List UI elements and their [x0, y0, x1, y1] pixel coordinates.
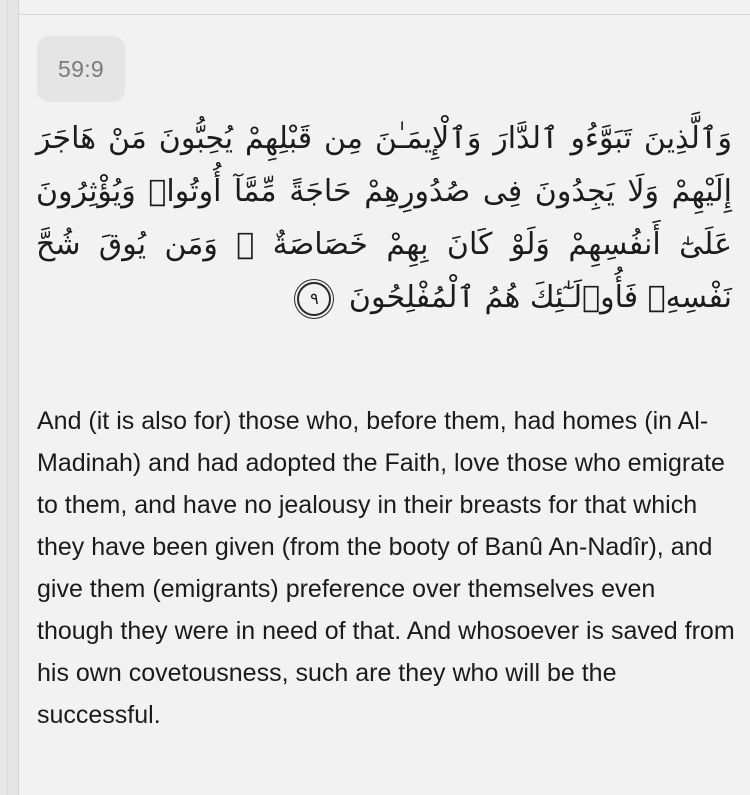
ayah-end-marker-icon — [297, 282, 331, 316]
arabic-verse-body: وَٱلَّذِينَ تَبَوَّءُو ٱلدَّارَ وَٱلْإِيمَـٰنَ مِن قَبْلِهِمْ يُحِبُّونَ مَنْ هَاجَرَ إِلَيْهِمْ وَلَا يَجِدُونَ فِى صُدُورِهِمْ حَاجَةً مِّمَّآ أُوتُوا۟ وَيُؤْثِرُونَ عَلَىٰٓ أَنفُسِهِمْ وَلَوْ كَانَ بِهِمْ خَصَاصَةٌ ۚ وَمَن يُوقَ شُحَّ نَفْسِهِۦ فَأُو۟لَـٰٓئِكَ هُمُ ٱلْمُفْلِحُونَ — [36, 121, 732, 315]
rail-divider — [7, 0, 8, 795]
verse-reference-label: 59:9 — [58, 55, 104, 82]
left-scroll-rail[interactable] — [0, 0, 19, 795]
verse-reference-badge[interactable] — [37, 36, 125, 102]
arabic-verse-text — [36, 112, 732, 324]
top-divider — [18, 14, 750, 15]
verse-translation: And (it is also for) those who, before them, had homes (in Al-Madinah) and had adopted the Faith, love those who emigrate to them, and have no jealousy in their breasts for that which they have been given (from the booty of Banû An-Nadîr), and give them (emigrants) preference over themselves even though they were in need of that. And whosoever is saved from his own covetousness, such are they who will be the successful. — [37, 407, 735, 729]
ayah-number: ٩ — [310, 288, 319, 308]
